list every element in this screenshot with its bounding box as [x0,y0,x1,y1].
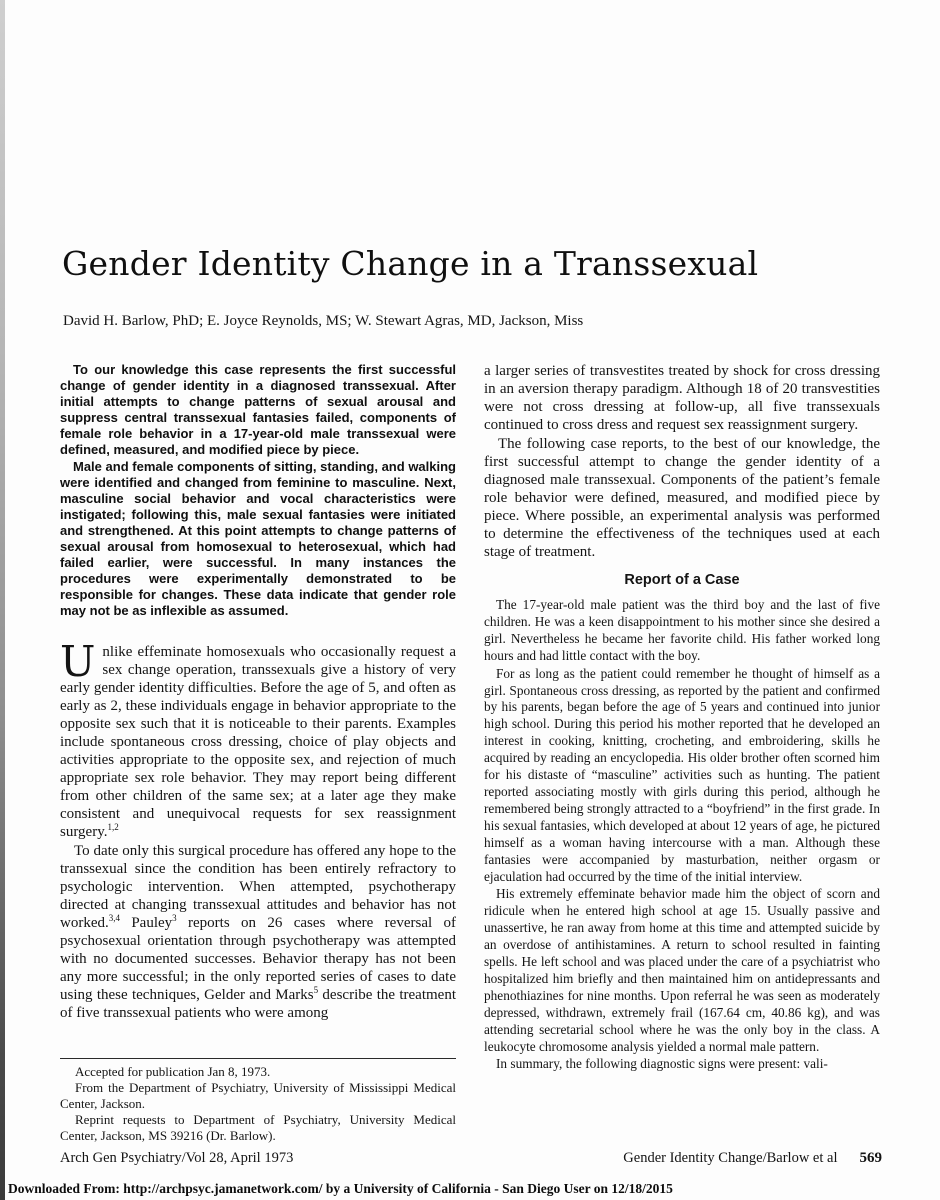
intro-paragraph-3: The following case reports, to the best of our knowledge, the first successful attempt to change the gender identity of a diagnosed male transsexual. Components of the patient’s female role behavior were defined, measured, and modified piece by piece. Where possible, an experimental analysis was performed to determine the effectiveness of the techniques used at each stage of treatment. [484,436,880,560]
footnote-affiliation: From the Department of Psychiatry, University of Mississippi Medical Center, Jackson. [60,1080,456,1111]
intro-paragraph-2 [60,842,456,1022]
article-title: Gender Identity Change in a Transsexual [62,244,759,283]
download-provenance-notice: Downloaded From: http://archpsyc.jamanetwork.com/ by a University of California - San Diego User on 12/18/2015 [8,1181,673,1196]
reference-superscript: 5 [313,985,319,995]
intro-paragraph-continuation: a larger series of transvestites treated by shock for cross dressing in an aversion therapy paradigm. Although 18 of 20 transvestities were not cross dressing at follow-up, all five transsexuals continued to cross dress and request sex reassignment surgery. [484,363,880,433]
footer-running-title: Gender Identity Change/Barlow et al [623,1150,838,1166]
authors-line: David H. Barlow, PhD; E. Joyce Reynolds, MS; W. Stewart Agras, MD, Jackson, Miss [63,313,584,329]
page-footer [60,1150,882,1167]
left-column [60,362,456,1144]
intro-paragraph-2-text-a: To date only this surgical procedure has offered any hope to the transsexual since the condition has been entirely refractory to psychologic intervention. When attempted, psychotherapy directed at changing transsexual attitudes and behavior has not worked. [60,843,456,931]
case-paragraph-3: His extremely effeminate behavior made him the object of scorn and ridicule when he entered high school at age 15. Usually passive and unassertive, he ran away from home at this time and attempted suicide by an overdose of antihistamines. A return to school resulted in fainting spells. He left school and was placed under the care of a psychiatrist who hospitalized him briefly and then maintained him on antidepressants and phenothiazines for nine months. Upon referral he was seen as moderately depressed, withdrawn, extremely frail (167.64 cm, 40.86 kg), and was attending secretarial school where he was the only boy in the class. A leukocyte chromosome analysis yielded a normal male pattern. [484,886,880,1054]
footer-journal-citation: Arch Gen Psychiatry/Vol 28, April 1973 [60,1150,294,1166]
footnote-reprints: Reprint requests to Department of Psychiatry, University Medical Center, Jackson, MS 39216 (Dr. Barlow). [60,1112,456,1143]
case-paragraph-4-partial: In summary, the following diagnostic signs were present: vali- [496,1056,828,1072]
right-column [484,362,880,1144]
abstract-paragraph-1: To our knowledge this case represents the first successful change of gender identity in a diagnosed transsexual. After initial attempts to change patterns of sexual arousal and suppress central transsexual fantasies failed, components of female role behavior in a 17-year-old male transsexual were defined, measured, and modified piece by piece. [60,362,456,457]
reference-superscript: 3 [172,913,177,923]
intro-paragraph-1 [60,637,456,841]
page-number: 569 [859,1150,882,1166]
two-column-body [60,362,880,1144]
intro-paragraph-1-text: nlike effeminate homosexuals who occasionally request a sex change operation, transsexuals give a history of very early gender identity difficulties. Before the age of 5, and often as early as 2, these individuals engage in behavior appropriate to the opposite sex such that it is noticeable to their parents. Examples include spontaneous cross dressing, choice of play objects and activities appropriate to the opposite sex, and rejection of much appropriate sex role behavior. They may report being different from other children of the same sex; at a later age they make consistent and unequivocal requests for sex reassignment surgery. [60,644,456,840]
scan-edge-shadow [0,0,5,1200]
section-heading-report-of-a-case: Report of a Case [624,572,740,588]
intro-paragraph-2-text-b: Pauley [120,915,173,931]
footnote-accepted: Accepted for publication Jan 8, 1973. [75,1064,271,1079]
reference-superscript: 1,2 [107,822,119,832]
abstract-paragraph-2: Male and female components of sitting, standing, and walking were identified and changed from feminine to masculine. Next, masculine social behavior and vocal characteristics were instigated; following this, male sexual fantasies were initiated and strengthened. At this point attempts to change patterns of sexual arousal from homosexual to heterosexual, which had failed earlier, were successful. In many instances the procedures were experimentally demonstrated to be responsible for changes. These data indicate that gender role may not be as inflexible as assumed. [60,459,456,618]
case-report-block [484,597,880,1073]
reference-superscript: 3,4 [108,913,120,923]
introduction-block [60,637,456,1022]
introduction-continued [484,362,880,561]
abstract-block [60,362,456,619]
case-paragraph-2: For as long as the patient could remember he thought of himself as a girl. Spontaneous cross dressing, as reported by the patient and confirmed by his parents, began before the age of 5 years and continued into junior high school. During this period his mother reported that he developed an interest in cooking, knitting, crocheting, and embroidering, skills he acquired by reading an encyclopedia. His older brother often scorned him for his distaste of “masculine” activities such as hunting. The patient reported associating mostly with girls during this period, although he remembered being strongly attracted to a “boyfriend” in the first grade. In his sexual fantasies, which developed at about 12 years of age, he pictured himself as a woman having intercourse with a man. Although these fantasies were accompanied by masturbation, neither orgasm or ejaculation had occurred by the time of the initial interview. [484,665,880,884]
intro-paragraph-2-text-c: reports on 26 cases where reversal of psychosexual orientation through psychotherapy was attempted with no documented successes. Behavior therapy has not been any more successful; in the only reported series of cases to date using these techniques, Gelder and Marks [60,915,456,1003]
drop-cap: U [60,637,96,686]
case-paragraph-1: The 17-year-old male patient was the third boy and the last of five children. He was a keen disappointment to his mother since she desired a girl. Nevertheless he became her favorite child. His father worked long hours and had little contact with the boy. [484,597,880,663]
intro-paragraph-2-text-d: describe the treatment of five transsexual patients who were among [60,987,456,1021]
footnote-block [60,1058,456,1144]
